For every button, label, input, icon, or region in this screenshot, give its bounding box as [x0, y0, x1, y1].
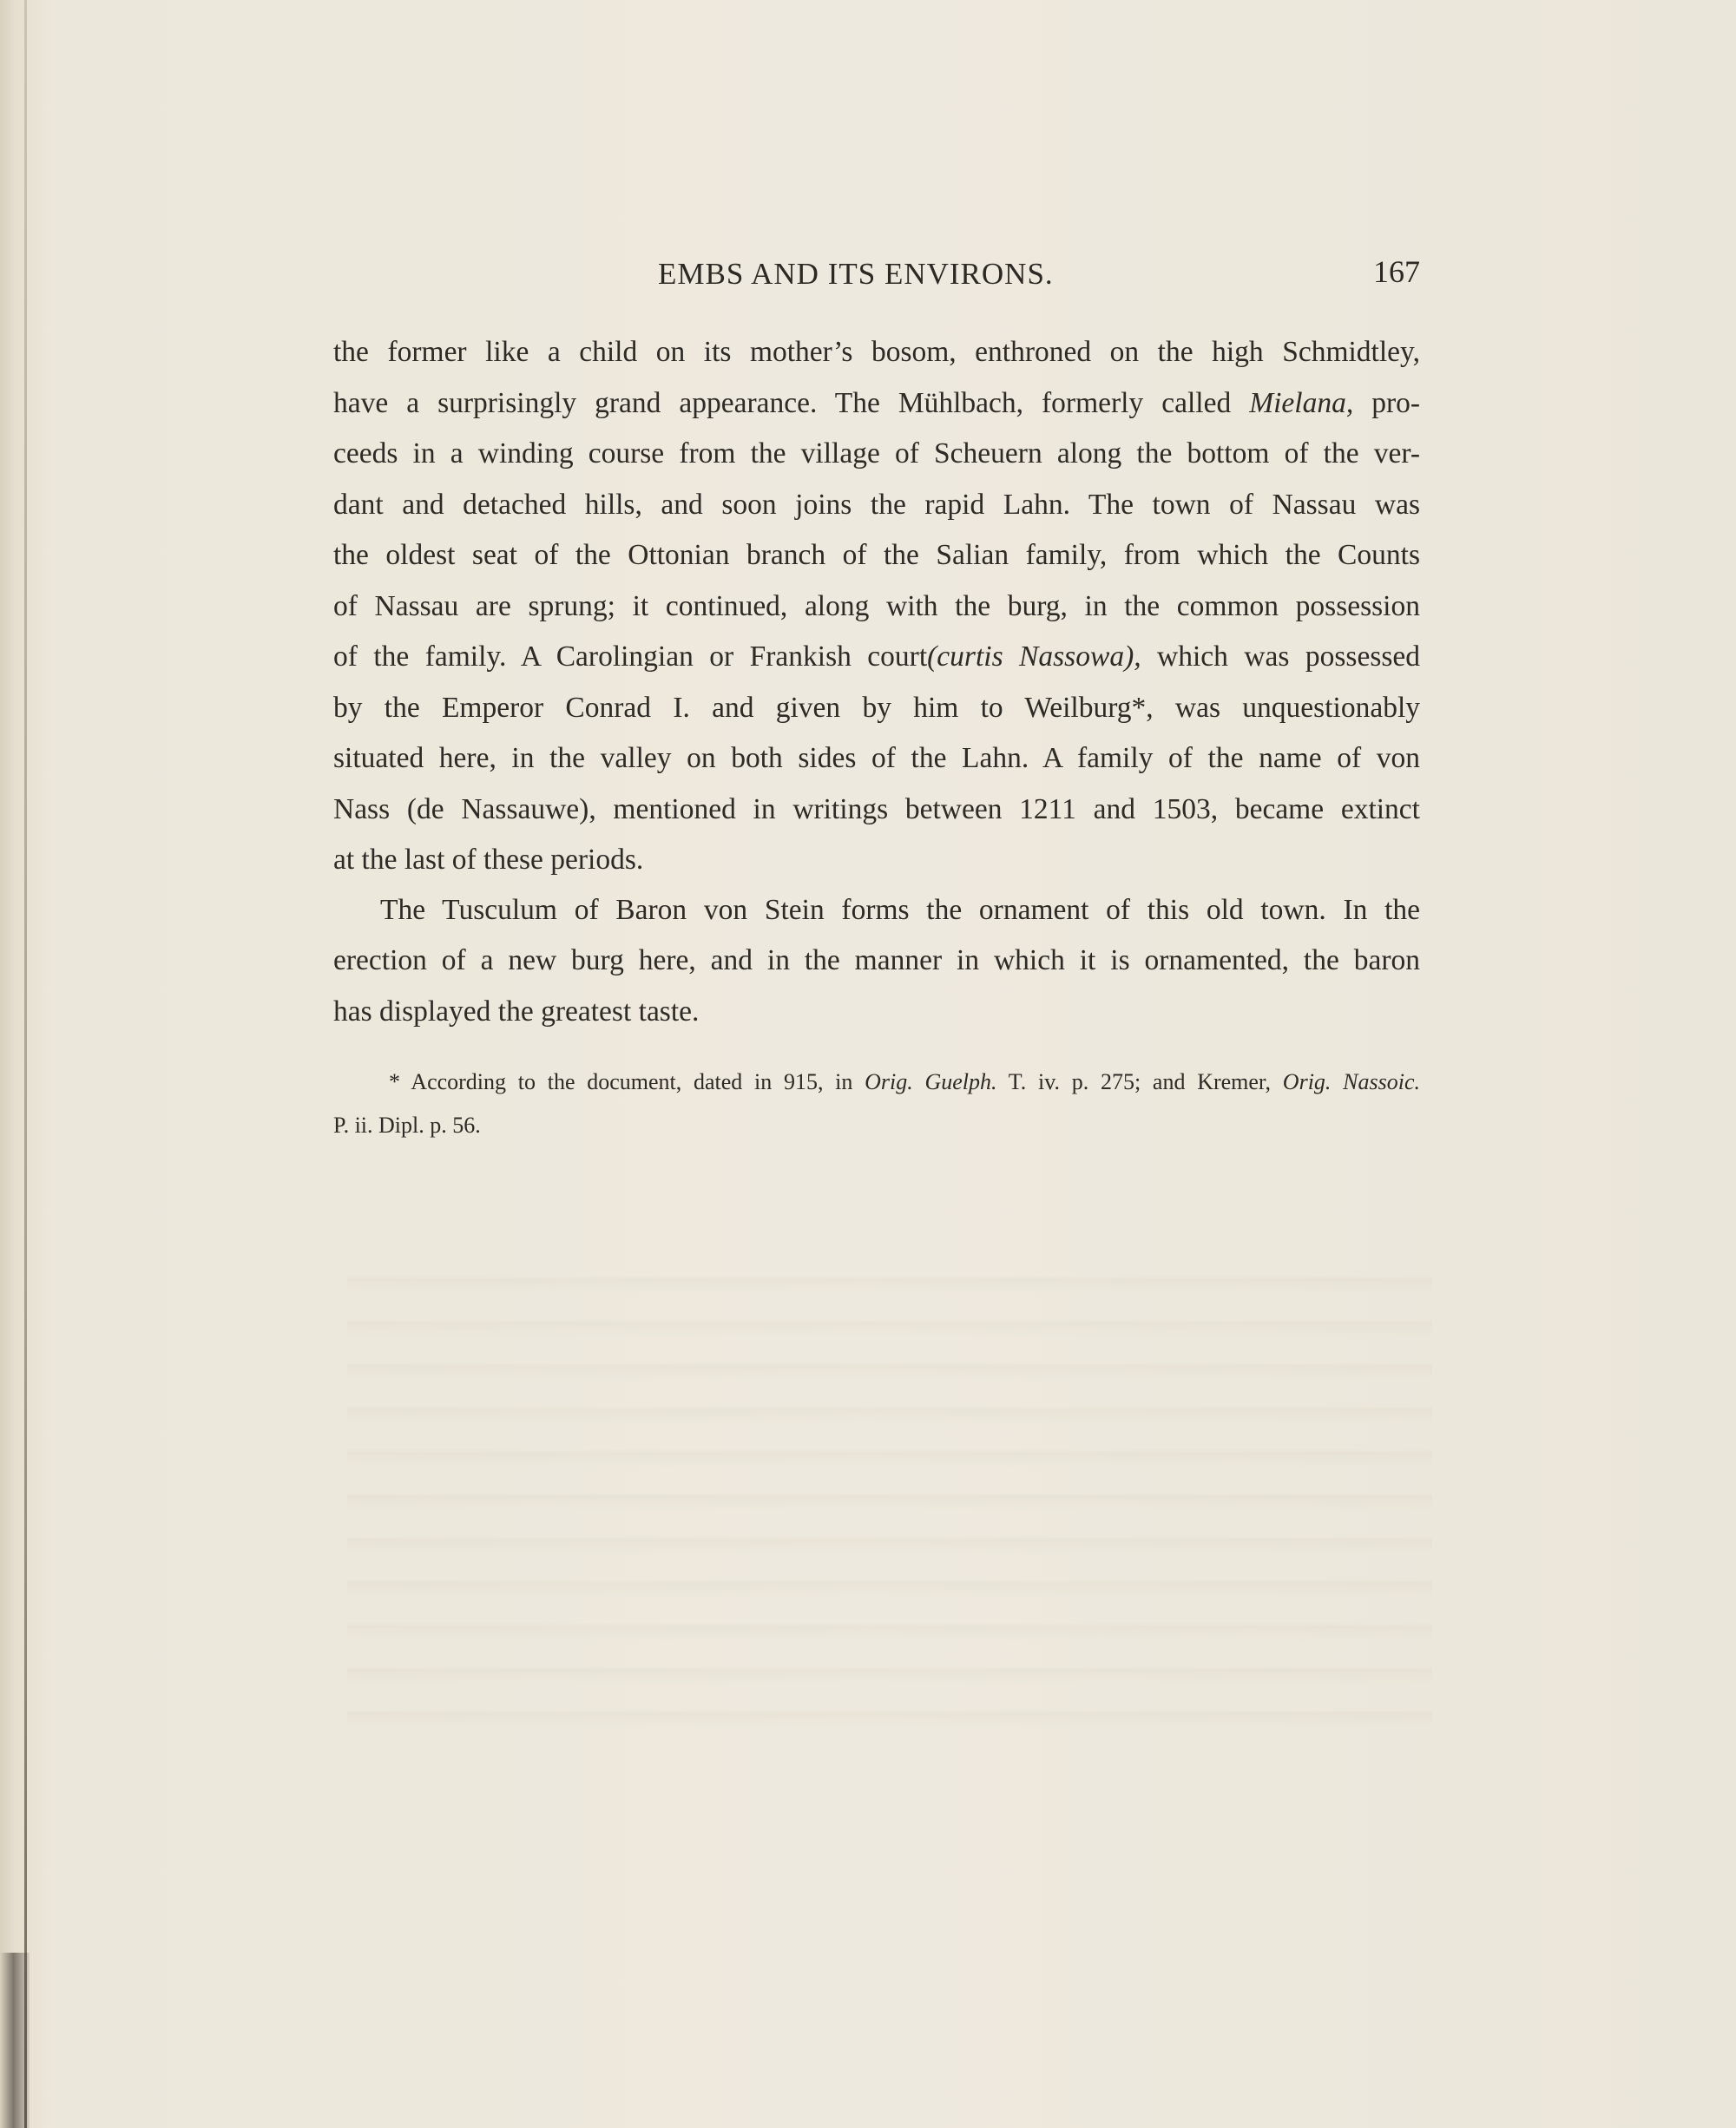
- text-line: of Nassau are sprung; it continued, along with the burg, in the common possession: [333, 589, 1420, 622]
- text-line: the oldest seat of the Ottonian branch of the Salian family, from which the Counts: [333, 539, 1420, 571]
- text-line: dant and detached hills, and soon joins the rapid Lahn. The town of Nassau was: [333, 488, 1420, 521]
- paragraph-1: [333, 327, 1420, 886]
- italic-term: Mielana,: [1249, 386, 1354, 419]
- text-line: Nass (de Nassauwe), mentioned in writings between 1211 and 1503, became extinct: [333, 792, 1420, 825]
- footnote-mark: *: [389, 1069, 400, 1094]
- text-line: ceeds in a winding course from the village of Scheuern along the bottom of the ver-: [333, 437, 1420, 470]
- footnote-line: * According to the document, dated in 915, in Orig. Guelph. T. iv. p. 275; and Kremer, Orig. Nassoic.: [389, 1069, 1420, 1094]
- text-line: erection of a new burg here, and in the manner in which it is ornamented, the baron: [333, 944, 1420, 976]
- text-line: by the Emperor Conrad I. and given by him to Weilburg*, was unquestionably: [333, 691, 1420, 724]
- text-line: has displayed the greatest taste.: [333, 995, 700, 1028]
- text-line: at the last of these periods.: [333, 844, 644, 876]
- binding-gutter-line: [24, 0, 27, 2128]
- binding-shadow: [0, 1953, 30, 2128]
- text-line: The Tusculum of Baron von Stein forms the ornament of this old town. In the: [380, 893, 1420, 926]
- footnote: [333, 1061, 1420, 1147]
- page-number: 167: [1373, 254, 1420, 289]
- running-head: EMBS AND ITS ENVIRONS.: [658, 257, 1054, 291]
- paragraph-2: [333, 885, 1420, 1038]
- italic-term: (curtis Nassowa),: [927, 640, 1141, 673]
- text-line: the former like a child on its mother’s bosom, enthroned on the high Schmidtley,: [333, 336, 1420, 368]
- show-through-bleed: [347, 1250, 1432, 1736]
- text-line: have a surprisingly grand appearance. The Mühlbach, formerly called Mielana, pro-: [333, 386, 1421, 419]
- text-line: of the family. A Carolingian or Frankish court(curtis Nassowa), which was possessed: [333, 640, 1421, 673]
- body-text: [333, 327, 1420, 1037]
- page-header: [333, 254, 1420, 300]
- text-line: situated here, in the valley on both sides of the Lahn. A family of the name of von: [333, 742, 1420, 774]
- footnote-line: P. ii. Dipl. p. 56.: [333, 1113, 481, 1138]
